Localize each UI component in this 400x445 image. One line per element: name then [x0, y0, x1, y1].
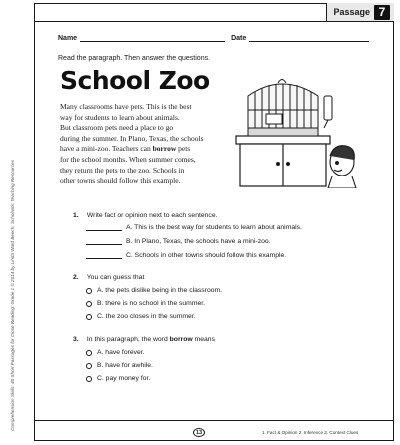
date-label: Date — [231, 35, 247, 42]
question-prompt: Write fact or opinion next to each sentence. — [86, 212, 218, 219]
cabinet-icon — [236, 136, 330, 186]
instructions: Read the paragraph. Then answer the questions. — [58, 55, 211, 62]
item-text: C. Schools in other towns should follow this example. — [126, 252, 287, 259]
boy-icon — [328, 146, 356, 188]
name-field[interactable] — [80, 34, 225, 42]
name-date-row — [58, 34, 386, 42]
radio-circle-icon[interactable] — [86, 363, 92, 369]
item-text: B. In Plano, Texas, the schools have a mini-zoo. — [126, 238, 271, 245]
question-number: 1. — [73, 212, 79, 219]
option-2b[interactable] — [86, 300, 205, 307]
answer-blank[interactable] — [86, 252, 122, 259]
passage-label: Passage — [333, 7, 370, 17]
copyright-text: Comprehension Skills: 40 Short Passages for Close Reading: Grade 1 © 2014 by Linda Ward Beech, Scholastic Teaching Resources — [9, 159, 15, 431]
question-prompt-before: In this paragraph, the word — [86, 336, 170, 343]
radio-circle-icon[interactable] — [86, 288, 92, 294]
fact-opinion-item-b — [86, 238, 271, 245]
question-3 — [73, 336, 215, 343]
option-3c[interactable] — [86, 375, 150, 382]
item-text: A. This is the best way for students to learn about animals. — [126, 224, 302, 231]
fact-opinion-item-a — [86, 224, 302, 231]
question-number: 3. — [73, 336, 79, 343]
name-label: Name — [58, 35, 78, 42]
radio-circle-icon[interactable] — [86, 301, 92, 307]
header-rule — [34, 21, 394, 22]
option-3b[interactable] — [86, 362, 153, 369]
fact-opinion-item-c — [86, 252, 286, 259]
question-prompt: You can guess that — [86, 274, 145, 281]
passage-line: during the summer. In Plano, Texas, the schools — [60, 133, 204, 143]
footer-rule — [34, 420, 394, 421]
page-title: School Zoo — [60, 66, 210, 95]
radio-circle-icon[interactable] — [86, 376, 92, 382]
question-number: 2. — [73, 274, 79, 281]
question-1 — [73, 212, 218, 219]
option-text: C. the zoo closes in the summer. — [97, 313, 196, 320]
option-3a[interactable] — [86, 349, 145, 356]
passage-line: have a mini-zoo. Teachers can borrow pets — [60, 144, 191, 154]
passage-line: for the school months. When summer comes, — [60, 154, 196, 164]
question-2 — [73, 274, 144, 281]
option-text: A. have forever. — [97, 349, 145, 356]
passage-number: 7 — [374, 5, 390, 20]
option-text: C. pay money for. — [97, 375, 151, 382]
copyright-sidebar — [2, 150, 22, 440]
cage-icon — [248, 80, 318, 137]
passage-line: other towns should follow this example. — [60, 176, 181, 186]
radio-circle-icon[interactable] — [86, 314, 92, 320]
skills-note: 1. Fact & Opinion 2. Inference 3. Context Clues — [262, 430, 359, 435]
answer-blank[interactable] — [86, 238, 122, 245]
passage-line: way for students to learn about animals. — [60, 112, 180, 122]
page-number: 13 — [193, 428, 205, 437]
option-text: B. have for awhile. — [97, 362, 153, 369]
passage-tag — [326, 3, 394, 21]
option-text: B. there is no school in the summer. — [97, 300, 206, 307]
passage-line: But classroom pets need a place to go — [60, 123, 174, 133]
option-2a[interactable] — [86, 287, 222, 294]
answer-blank[interactable] — [86, 224, 122, 231]
passage-line: they return the pets to the zoo. Schools in — [60, 165, 185, 175]
bottle-icon — [324, 96, 332, 128]
reading-passage — [60, 102, 228, 187]
question-prompt-after: means — [192, 336, 215, 343]
option-2c[interactable] — [86, 313, 196, 320]
question-bold-word: borrow — [169, 336, 193, 343]
radio-circle-icon[interactable] — [86, 350, 92, 356]
passage-bold-word: borrow — [152, 144, 177, 154]
cage-illustration — [222, 66, 358, 188]
passage-line: Many classrooms have pets. This is the best — [60, 102, 192, 111]
date-field[interactable] — [249, 34, 369, 42]
option-text: A. the pets dislike being in the classroom. — [97, 287, 223, 294]
